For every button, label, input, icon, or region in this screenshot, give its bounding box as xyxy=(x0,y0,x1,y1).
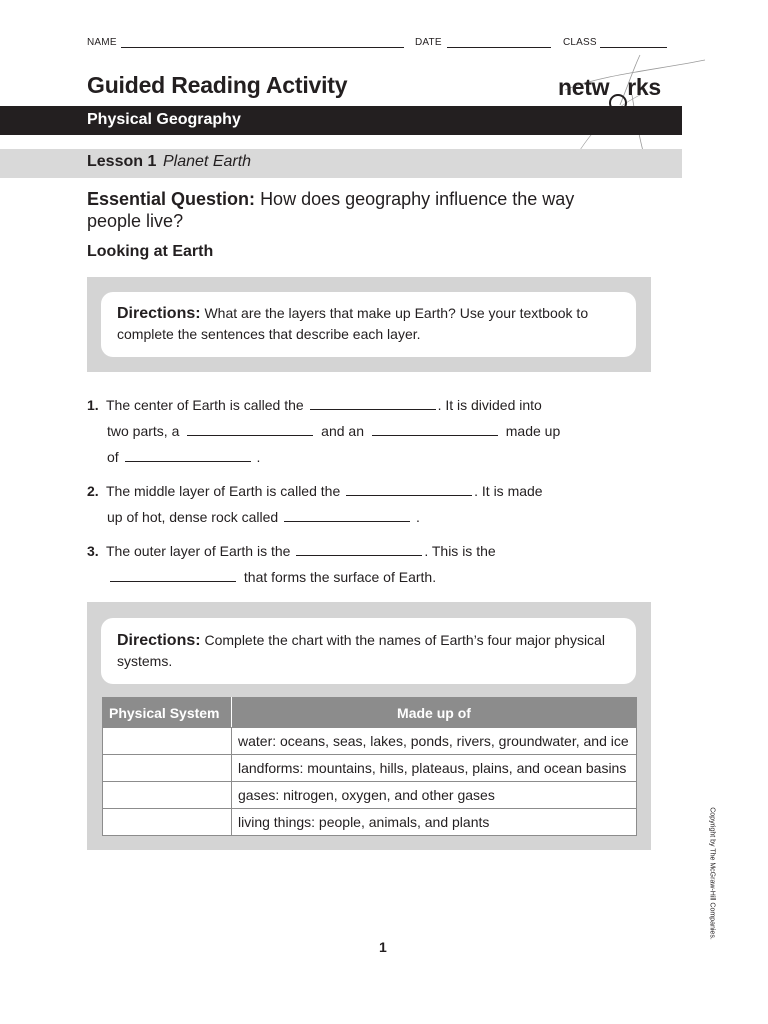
directions-1 xyxy=(117,303,622,344)
physical-system-cell[interactable] xyxy=(103,755,232,782)
section-title: Physical Geography xyxy=(87,111,241,128)
date-label: DATE xyxy=(415,37,442,48)
q1-blank-1[interactable] xyxy=(310,395,436,410)
q1-text-d: and an xyxy=(321,423,364,439)
directions-2-label: Directions: xyxy=(117,632,201,649)
question-3-number: 3. xyxy=(87,543,99,559)
directions-1-text: What are the layers that make up Earth? Use your textbook to complete the sentences that describe each layer. xyxy=(117,305,589,342)
q1-blank-3[interactable] xyxy=(372,421,498,436)
physical-systems-table xyxy=(102,697,637,836)
logo-text-start: netw xyxy=(558,74,610,100)
q1-blank-2[interactable] xyxy=(187,421,313,436)
directions-panel-2 xyxy=(101,618,636,684)
question-1-line-2 xyxy=(107,421,560,439)
table-row xyxy=(103,782,637,809)
directions-2 xyxy=(117,630,627,671)
essential-question-text: How does geography influence the way people live? xyxy=(87,189,575,231)
table-row xyxy=(103,728,637,755)
q1-text-b: . It is divided into xyxy=(437,397,542,413)
subheading: Looking at Earth xyxy=(87,243,214,260)
question-3-line-2 xyxy=(110,567,436,585)
essential-question-label: Essential Question: xyxy=(87,189,256,209)
directions-2-text: Complete the chart with the names of Earth’s four major physical systems. xyxy=(117,632,605,669)
question-2 xyxy=(87,481,543,499)
table-header-row xyxy=(103,698,637,728)
essential-question xyxy=(87,188,607,232)
q3-blank-2[interactable] xyxy=(110,567,236,582)
question-2-number: 2. xyxy=(87,483,99,499)
q2-text-a: The middle layer of Earth is called the xyxy=(106,483,341,499)
physical-system-cell[interactable] xyxy=(103,782,232,809)
class-line[interactable] xyxy=(600,47,667,48)
q1-text-f: of xyxy=(107,449,119,465)
q2-text-d: . xyxy=(416,509,420,525)
page-number: 1 xyxy=(379,939,387,955)
lesson-name: Planet Earth xyxy=(163,153,252,170)
question-1-line-3 xyxy=(107,447,260,465)
made-up-of-cell: gases: nitrogen, oxygen, and other gases xyxy=(232,782,637,809)
directions-panel-1 xyxy=(101,292,636,357)
lesson-label: Lesson 1 xyxy=(87,153,157,170)
directions-box-1 xyxy=(87,277,651,372)
table-row xyxy=(103,755,637,782)
q3-text-b: . This is the xyxy=(424,543,496,559)
logo-text-end: rks xyxy=(627,74,661,100)
section-bar xyxy=(0,106,682,135)
q2-text-b: . It is made xyxy=(474,483,543,499)
q1-text-e: made up xyxy=(505,423,561,439)
made-up-of-cell: landforms: mountains, hills, plateaus, plains, and ocean basins xyxy=(232,755,637,782)
question-1 xyxy=(87,395,542,413)
q3-text-a: The outer layer of Earth is the xyxy=(106,543,291,559)
directions-1-label: Directions: xyxy=(117,305,201,322)
question-2-line-2 xyxy=(107,507,420,525)
date-line[interactable] xyxy=(447,47,551,48)
name-label: NAME xyxy=(87,37,117,48)
table-header-physical-system: Physical System xyxy=(103,698,232,728)
name-line[interactable] xyxy=(121,47,404,48)
q2-blank-1[interactable] xyxy=(346,481,472,496)
page-title: Guided Reading Activity xyxy=(87,72,348,98)
q1-blank-4[interactable] xyxy=(125,447,251,462)
question-1-number: 1. xyxy=(87,397,99,413)
question-3 xyxy=(87,541,496,559)
q2-blank-2[interactable] xyxy=(284,507,410,522)
table-header-made-up-of: Made up of xyxy=(232,698,637,728)
q2-text-c: up of hot, dense rock called xyxy=(107,509,279,525)
class-label: CLASS xyxy=(563,37,597,48)
q1-text-a: The center of Earth is called the xyxy=(106,397,304,413)
physical-system-cell[interactable] xyxy=(103,809,232,836)
copyright-notice: Copyright by The McGraw-Hill Companies. xyxy=(708,807,716,940)
table-row xyxy=(103,809,637,836)
lesson-bar xyxy=(0,149,682,178)
q3-blank-1[interactable] xyxy=(296,541,422,556)
made-up-of-cell: water: oceans, seas, lakes, ponds, rivers, groundwater, and ice xyxy=(232,728,637,755)
q1-text-g: . xyxy=(256,449,261,465)
physical-system-cell[interactable] xyxy=(103,728,232,755)
made-up-of-cell: living things: people, animals, and plants xyxy=(232,809,637,836)
q1-text-c: two parts, a xyxy=(107,423,180,439)
q3-text-c: that forms the surface of Earth. xyxy=(243,569,437,585)
